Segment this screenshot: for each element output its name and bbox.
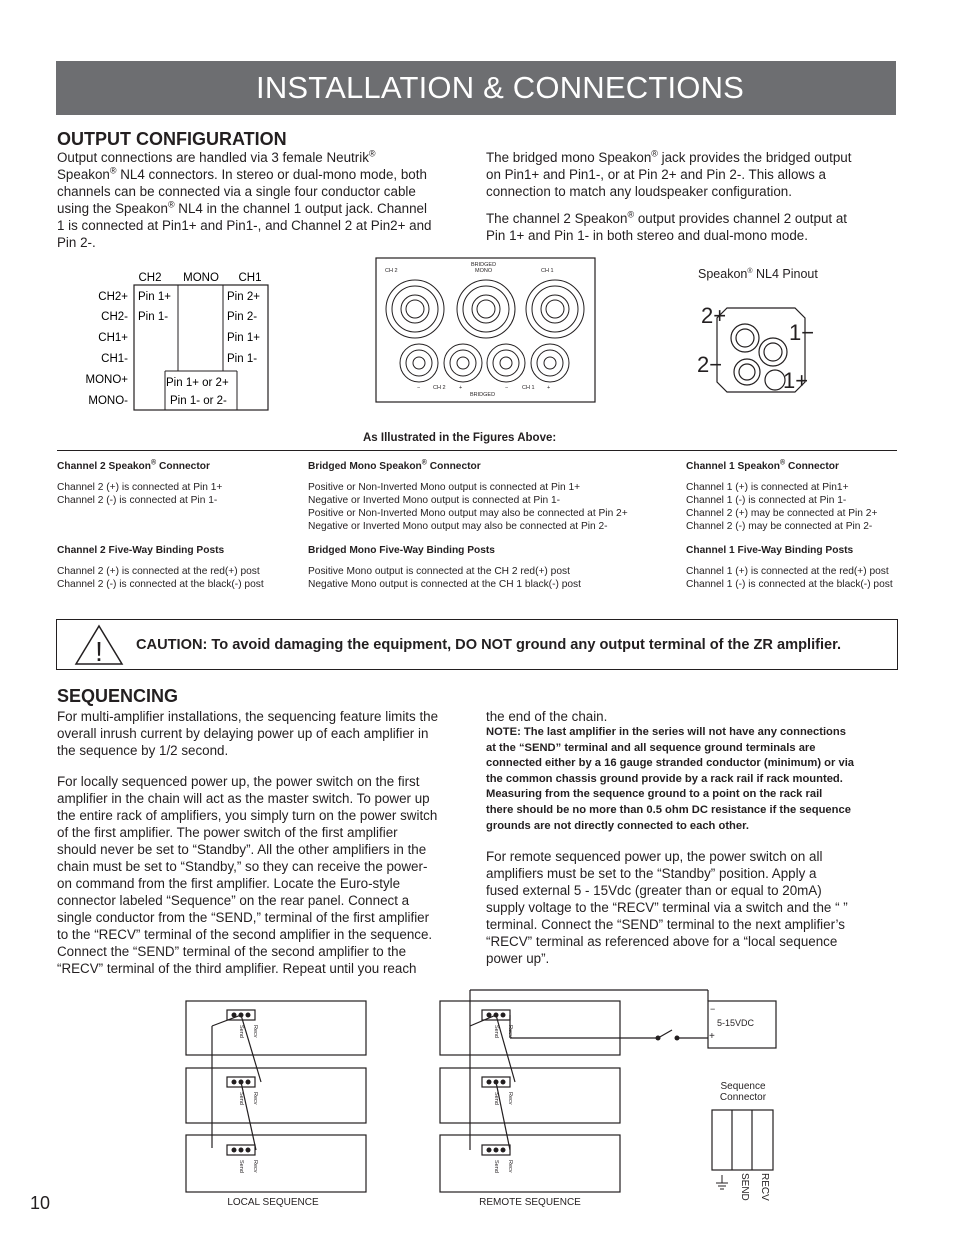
recv-label: Recv	[252, 1092, 258, 1105]
send-label: Send	[238, 1092, 244, 1105]
recv-label: Recv	[507, 1025, 513, 1038]
local-sequence-caption: LOCAL SEQUENCE	[227, 1197, 319, 1208]
warning-symbol: !	[95, 636, 103, 666]
panel-minus: −	[417, 385, 421, 391]
pin-1plus: 1+	[783, 368, 809, 393]
supply-minus: −	[710, 1004, 716, 1014]
send-label: Send	[238, 1025, 244, 1038]
table-cell: Pin 1-	[138, 311, 169, 323]
pin-2minus: 2−	[697, 352, 723, 377]
seq-recv-label: RECV	[759, 1173, 770, 1201]
pinout-label: Speakon® NL4 Pinout	[698, 267, 818, 281]
panel-minus: −	[505, 385, 509, 391]
table-cell: Pin 1+ or 2+	[166, 377, 229, 389]
recv-label: Recv	[252, 1160, 258, 1173]
illustrated-col-bridged: Bridged Mono Speakon® Connector Positive or Non-Inverted Mono output is connected at Pin 1+ Negative or Inverted Mono output is connected at Pin 1- Positive or Non-Inverted Mono output may also be connected at Pin 2+ Negative or Inverted Mono output may also be connected at Pin 2- Bridged Mono Five-Way Binding Posts Positive Mono output is connected at the CH 2 red(+) post Negative Mono output is connected at the CH 1 black(-) post	[308, 459, 628, 590]
recv-label: Recv	[507, 1160, 513, 1173]
sequencing-right-text: the end of the chain. NOTE: The last amplifier in the series will not have any connections at the “SEND” terminal and all sequence ground terminals are connected either by a 16 gauge stranded conductor (minimum) or via the common chassis ground provide by a rack rail if rack mounted. Measuring from the sequence ground to a point on the rack rail there should be no more than 0.5 ohm DC resistance if the sequence grounds are not directly connected to each other. For remote sequenced power up, the power switch on all amplifiers must be set to the “Standby” position. Apply a fused external 5 - 15Vdc (greater than or equal to 20mA) supply voltage to the “RECV” terminal via a switch and the “ ” terminal. Connect the “SEND” terminal to the next amplifier’s “RECV” terminal as referenced above for a “local sequence power up”.	[486, 708, 906, 967]
row-label: CH1-	[101, 353, 128, 365]
table-cell: Pin 1-	[227, 353, 258, 365]
sequence-wiring-diagram	[180, 985, 800, 1210]
warning-triangle-icon	[74, 624, 124, 666]
sequence-connector-label-1: Sequence	[720, 1081, 766, 1092]
rear-panel-diagram	[375, 257, 597, 404]
table-cell: Pin 1+	[138, 291, 171, 303]
panel-label-ch2-lower: CH 2	[433, 385, 446, 391]
panel-plus: +	[459, 385, 463, 391]
table-cell: Pin 2+	[227, 291, 260, 303]
panel-label-mono: MONO	[475, 268, 493, 274]
pin-table-header-ch2: CH2	[138, 272, 162, 284]
row-label: CH2-	[101, 311, 128, 323]
send-label: Send	[493, 1160, 499, 1173]
send-label: Send	[493, 1092, 499, 1105]
illustrated-heading: As Illustrated in the Figures Above:	[363, 432, 557, 444]
send-label: Send	[238, 1160, 244, 1173]
panel-plus: +	[547, 385, 551, 391]
pin-table-header-ch1: CH1	[238, 272, 262, 284]
remote-sequence-caption: REMOTE SEQUENCE	[479, 1197, 581, 1208]
output-config-left-text: Output connections are handled via 3 female Neutrik® Speakon® NL4 connectors. In stereo or dual-mono mode, both channels can be connected via a single four conductor cable using the Speakon® NL4 in the channel 1 output jack. Channel 1 is connected at Pin1+ and Pin1-, and Channel 2 at Pin2+ and Pin 2-.	[57, 148, 432, 250]
panel-label-bridged-lower: BRIDGED	[470, 392, 496, 398]
row-label: MONO-	[88, 395, 128, 407]
table-cell: Pin 1- or 2-	[170, 395, 227, 407]
output-config-right-text: The bridged mono Speakon® jack provides the bridged output on Pin1+ and Pin1-, or at Pin 2+ and Pin 2-. This allows a connection to match any loudspeaker configuration. The channel 2 Speakon® output provides channel 2 output at Pin 1+ and Pin 1- in both stereo and dual-mono mode.	[486, 148, 852, 243]
panel-label-ch1: CH 1	[541, 268, 554, 274]
page-title: INSTALLATION & CONNECTIONS	[256, 70, 745, 105]
caution-text: CAUTION: To avoid damaging the equipment, DO NOT ground any output terminal of the ZR amplifier.	[136, 637, 842, 653]
sequencing-left-text: For multi-amplifier installations, the sequencing feature limits the overall inrush current by delaying power up of each amplifier in the sequence by 1/2 second. For locally sequenced power up, the power switch on the first amplifier in the chain will act as the master switch. To power up the entire rack of amplifiers, you simply turn on the power switch of the first amplifier. The power switch of the first amplifier should never be set to “Standby”. All the other amplifiers in the chain must be set to “Standby,” so they can receive the power- on command from the first amplifier. Locate the Euro-style connector labeled “Sequence” on the rear panel. Connect a single conductor from the “SEND,” terminal of the first amplifier to the “RECV” terminal of the second amplifier in the sequence. Connect the “SEND” terminal of the second amplifier to the “RECV” terminal of the third amplifier. Repeat until you reach	[57, 709, 439, 976]
recv-label: Recv	[252, 1025, 258, 1038]
panel-label-ch2: CH 2	[385, 268, 398, 274]
panel-label-bridged: BRIDGED	[471, 262, 497, 268]
sequencing-note: NOTE: The last amplifier in the series will not have any connections at the “SEND” terminal and all sequence ground terminals are connected either by a 16 gauge stranded conductor (minimum) or via the common chassis ground provide by a rack rail if rack mounted. Measuring from the sequence ground to a point on the rack rail there should be no more than 0.5 ohm DC resistance if the sequence grounds are not directly connected to each other.	[486, 726, 855, 832]
row-label: CH2+	[98, 291, 128, 303]
table-cell: Pin 2-	[227, 311, 258, 323]
recv-label: Recv	[507, 1092, 513, 1105]
illustrated-col-ch2: Channel 2 Speakon® Connector Channel 2 (+) is connected at Pin 1+ Channel 2 (-) is connected at Pin 1- Channel 2 Five-Way Binding Posts Channel 2 (+) is connected at the red(+) post Channel 2 (-) is connected at the black(-) post	[57, 459, 264, 590]
pin-1minus: 1−	[789, 320, 815, 345]
page-number: 10	[30, 1193, 51, 1213]
supply-plus: +	[709, 1031, 715, 1042]
supply-label: 5-15VDC	[717, 1018, 755, 1028]
table-cell: Pin 1+	[227, 332, 260, 344]
pin-2plus: 2+	[701, 303, 727, 328]
panel-label-ch1-lower: CH 1	[522, 385, 535, 391]
output-config-title: OUTPUT CONFIGURATION	[57, 129, 287, 149]
send-label: Send	[493, 1025, 499, 1038]
pin-table-header-mono: MONO	[183, 272, 219, 284]
illustrated-divider	[57, 450, 897, 451]
speakon-pinout-diagram	[695, 290, 825, 402]
sequencing-title: SEQUENCING	[57, 686, 179, 706]
sequence-connector-label-2: Connector	[719, 1092, 767, 1103]
row-label: MONO+	[85, 374, 128, 386]
seq-send-label: SEND	[739, 1173, 750, 1201]
pin-table	[70, 266, 275, 414]
row-label: CH1+	[98, 332, 128, 344]
illustrated-col-ch1: Channel 1 Speakon® Connector Channel 1 (+) is connected at Pin1+ Channel 1 (-) is connected at Pin 1- Channel 2 (+) may be connected at Pin 2+ Channel 2 (-) may be connected at Pin 2- Channel 1 Five-Way Binding Posts Channel 1 (+) is connected at the red(+) post Channel 1 (-) is connected at the black(-) post	[686, 459, 893, 590]
